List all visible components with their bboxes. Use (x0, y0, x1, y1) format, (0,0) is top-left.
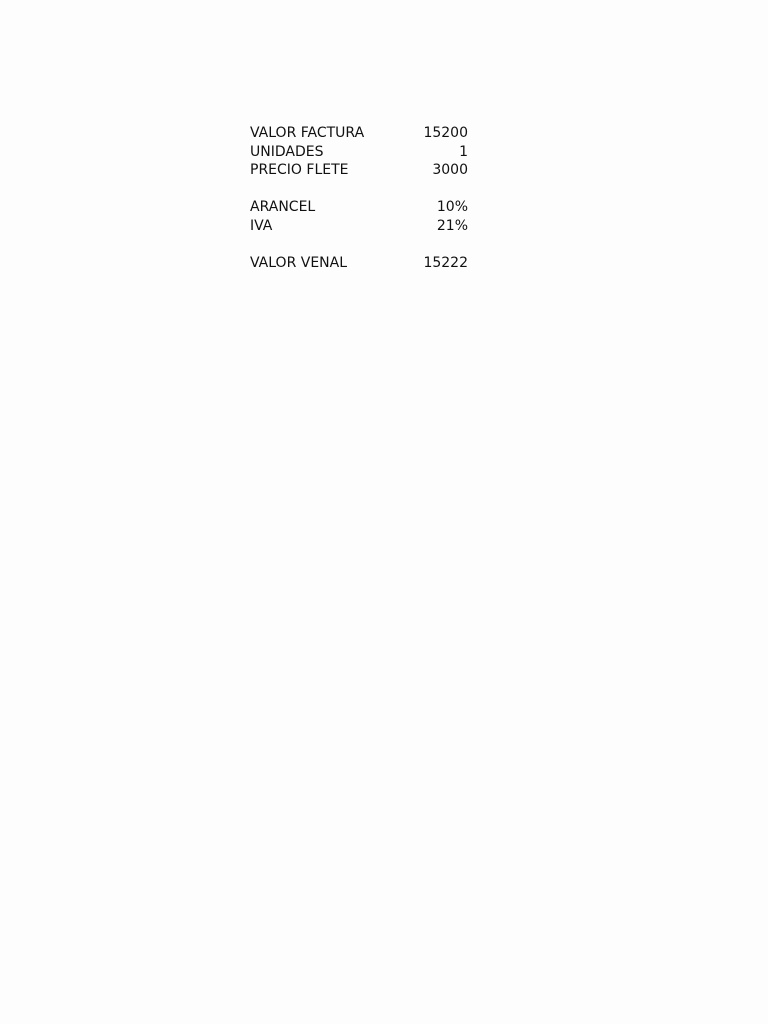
iva-value: 21% (436, 217, 468, 234)
arancel-label: ARANCEL (250, 199, 316, 215)
iva-row (250, 217, 468, 236)
invoice-group (250, 124, 468, 180)
valor-factura-row (250, 124, 468, 143)
arancel-value: 10% (436, 199, 468, 215)
unidades-value: 1 (459, 143, 468, 160)
tax-group (250, 198, 468, 235)
arancel-row (250, 198, 468, 217)
unidades-label: UNIDADES (250, 143, 324, 160)
valor-factura-label: VALOR FACTURA (250, 125, 365, 141)
precio-flete-row (250, 161, 468, 180)
valor-venal-value: 15222 (423, 254, 468, 271)
result-group (250, 254, 468, 273)
calculation-sheet (250, 124, 468, 291)
precio-flete-label: PRECIO FLETE (250, 162, 349, 178)
valor-factura-value: 15200 (423, 125, 468, 141)
precio-flete-value: 3000 (432, 162, 468, 178)
unidades-row (250, 143, 468, 162)
valor-venal-label: VALOR VENAL (250, 254, 348, 271)
valor-venal-row (250, 254, 468, 273)
iva-label: IVA (250, 217, 273, 234)
